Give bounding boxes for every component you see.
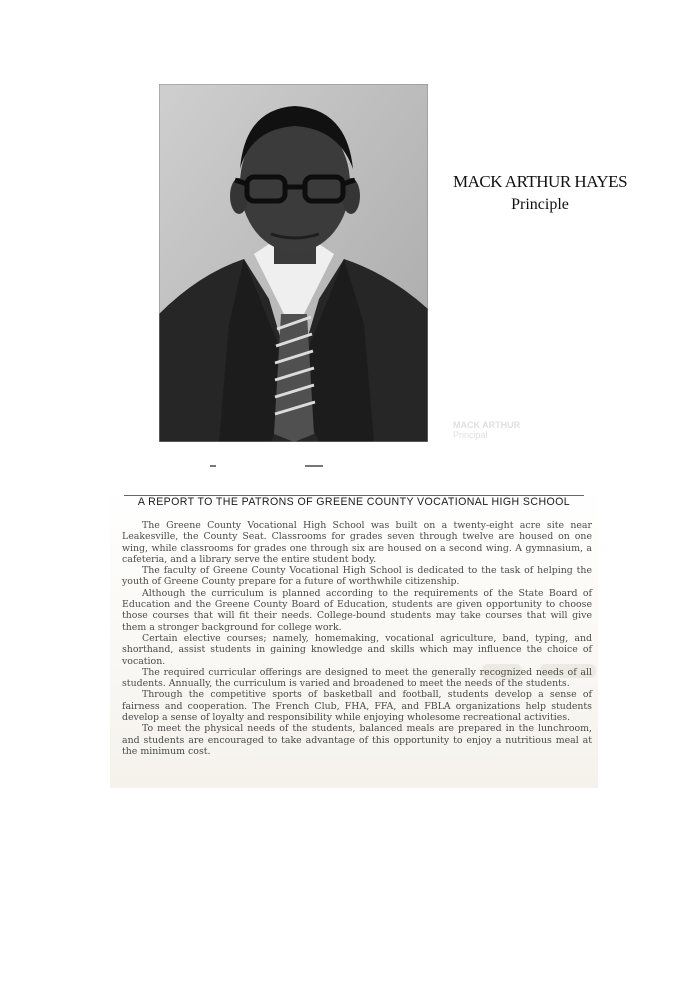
report-paragraph: The required curricular offerings are designed to meet the generally recognized needs of all students. Annually, the curriculum is varied and broadened to meet the needs of the students. bbox=[122, 666, 592, 690]
portrait-photo bbox=[159, 84, 428, 442]
report-paragraph: The faculty of Greene County Vocational High School is dedicated to the task of helping the youth of Greene County prepare for a future of worthwhile citizenship. bbox=[122, 565, 592, 588]
principal-name: MACK ARTHUR HAYES bbox=[452, 172, 628, 191]
report-heading: A REPORT TO THE PATRONS OF GREENE COUNTY VOCATIONAL HIGH SCHOOL bbox=[137, 496, 571, 508]
portrait-icon bbox=[159, 84, 428, 442]
ghost-caption bbox=[453, 420, 573, 440]
report-paragraph: The Greene County Vocational High School was built on a twenty-eight acre site near Leakesville, the County Seat. Classrooms for grades seven through twelve are housed on one wing, while classrooms for grades one through six are housed on a second wing. A gymnasium, a cafeteria, and a library serve the entire student body. bbox=[122, 520, 592, 565]
ghost-caption-title: Principal bbox=[453, 430, 488, 440]
principal-caption bbox=[440, 172, 640, 214]
report-paragraph: Certain elective courses; namely, homemaking, vocational agriculture, band, typing, and shorthand, assist students in gaining knowledge and skills which may influence the choice of vocation. bbox=[122, 632, 592, 667]
report-paragraph: Although the curriculum is planned according to the requirements of the State Board of Education and the Greene County Board of Education, students are given opportunity to choose those courses that will fit their needs. College-bound students may take courses that will give them a stronger background for college work. bbox=[122, 587, 592, 633]
report-paragraph: Through the competitive sports of basketball and football, students develop a sense of fairness and cooperation. The French Club, FHA, FFA, and FBLA organizations help students develop a sense of loyalty and responsibility while enjoying wholesome recreational activities. bbox=[122, 689, 592, 724]
principal-title: Principle bbox=[511, 196, 569, 213]
newspaper-clipping bbox=[110, 488, 598, 788]
report-paragraph: To meet the physical needs of the students, balanced meals are prepared in the lunchroom, and students are encouraged to take advantage of this opportunity to enjoy a nutritious meal at the minimum cost. bbox=[122, 723, 592, 757]
report-body bbox=[122, 520, 592, 757]
ghost-caption-name: MACK ARTHUR bbox=[453, 420, 521, 430]
scan-marks bbox=[210, 462, 330, 470]
